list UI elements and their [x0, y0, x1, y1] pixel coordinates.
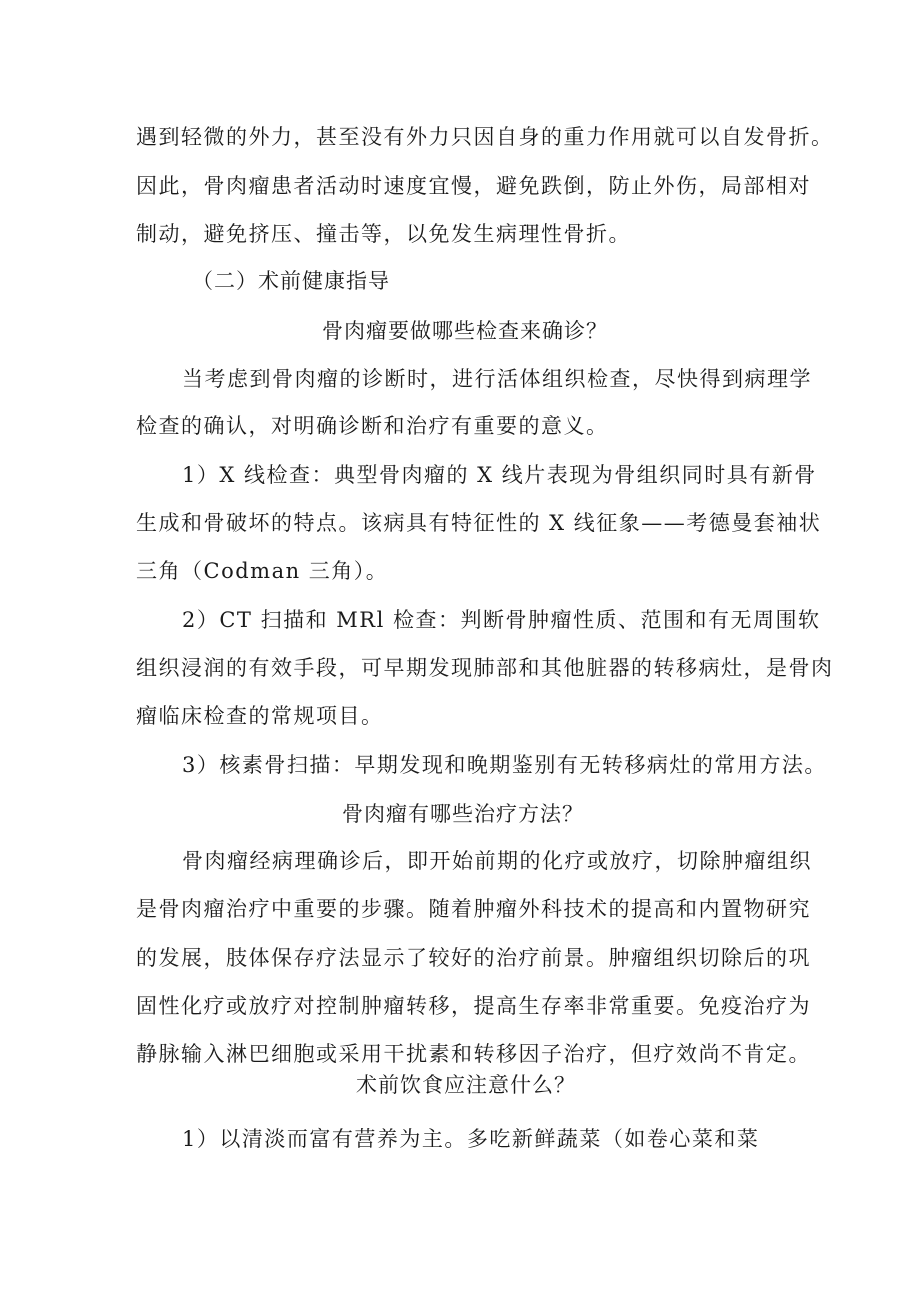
question-treatment-heading: 骨肉瘤有哪些治疗方法？: [342, 802, 584, 826]
xray-item-line-3: 三角（Codman 三角）。: [136, 559, 389, 583]
diet-item-line-1: 1）以清淡而富有营养为主。多吃新鲜蔬菜（如卷心菜和菜: [182, 1127, 760, 1151]
xray-item-line-2: 生成和骨破坏的特点。该病具有特征性的 X 线征象——考德曼套袖状: [136, 511, 822, 535]
question-diagnosis-heading: 骨肉瘤要做哪些检查来确诊？: [322, 319, 608, 343]
treatment-paragraph-line-4: 固性化疗或放疗对控制肿瘤转移，提高生存率非常重要。免疫治疗为: [136, 994, 811, 1018]
intro-paragraph-line-2: 因此，骨肉瘤患者活动时速度宜慢，避免跌倒，防止外伤，局部相对: [136, 174, 811, 198]
intro-paragraph-line-3: 制动，避免挤压、撞击等，以免发生病理性骨折。: [136, 222, 631, 246]
question-diet-heading: 术前饮食应注意什么？: [356, 1073, 576, 1097]
diagnosis-paragraph-line-2: 检查的确认，对明确诊断和治疗有重要的意义。: [136, 414, 609, 438]
treatment-paragraph-line-2: 是骨肉瘤治疗中重要的步骤。随着肿瘤外科技术的提高和内置物研究: [136, 897, 811, 921]
nuclear-scan-item-line-1: 3）核素骨扫描：早期发现和晚期鉴别有无转移病灶的常用方法。: [182, 753, 827, 777]
treatment-paragraph-line-3: 的发展，肢体保存疗法显示了较好的治疗前景。肿瘤组织切除后的巩: [136, 946, 811, 970]
treatment-paragraph-line-5: 静脉输入淋巴细胞或采用干扰素和转移因子治疗，但疗效尚不肯定。: [136, 1042, 811, 1066]
diagnosis-paragraph-line-1: 当考虑到骨肉瘤的诊断时，进行活体组织检查，尽快得到病理学: [182, 367, 812, 391]
ct-mri-item-line-2: 组织浸润的有效手段，可早期发现肺部和其他脏器的转移病灶，是骨肉: [136, 656, 834, 680]
intro-paragraph-line-1: 遇到轻微的外力，甚至没有外力只因自身的重力作用就可以自发骨折。: [136, 125, 834, 149]
ct-mri-item-line-1: 2）CT 扫描和 MRl 检查：判断骨肿瘤性质、范围和有无周围软: [182, 608, 821, 632]
ct-mri-item-line-3: 瘤临床检查的常规项目。: [136, 704, 384, 728]
section-heading: （二）术前健康指导: [192, 269, 390, 293]
treatment-paragraph-line-1: 骨肉瘤经病理确诊后，即开始前期的化疗或放疗，切除肿瘤组织: [182, 849, 812, 873]
xray-item-line-1: 1）X 线检查：典型骨肉瘤的 X 线片表现为骨组织同时具有新骨: [182, 463, 817, 487]
